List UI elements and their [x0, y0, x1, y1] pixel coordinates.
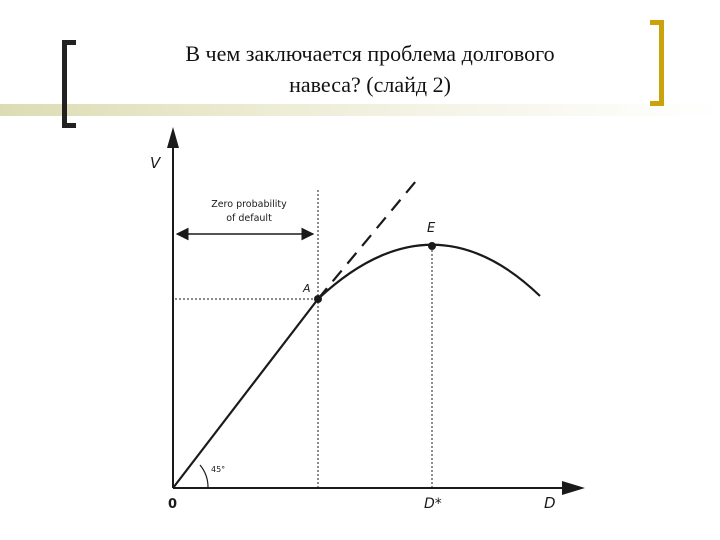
point-e-label: E: [427, 221, 436, 236]
title-line-2: навеса? (слайд 2): [289, 72, 451, 97]
x-axis-label: D: [544, 494, 556, 512]
forty-five-degree-extension: [318, 181, 416, 299]
point-a-label: A: [303, 282, 311, 295]
y-axis-label: V: [150, 154, 161, 172]
origin-label: 0: [168, 497, 178, 512]
d-star-label: D*: [424, 496, 442, 512]
region-label-line-1: Zero probability: [211, 199, 287, 210]
y-axis-arrow: [167, 127, 179, 148]
angle-arc: [200, 465, 208, 488]
angle-label: 45°: [211, 465, 226, 474]
debt-value-curve: [318, 245, 540, 299]
region-label-line-2: of default: [226, 213, 272, 224]
forty-five-degree-line: [173, 299, 318, 488]
point-e-marker: [428, 242, 436, 250]
point-a-marker: [314, 295, 322, 303]
title-line-1: В чем заключается проблема долгового: [185, 41, 555, 66]
x-axis-arrow: [562, 481, 585, 495]
